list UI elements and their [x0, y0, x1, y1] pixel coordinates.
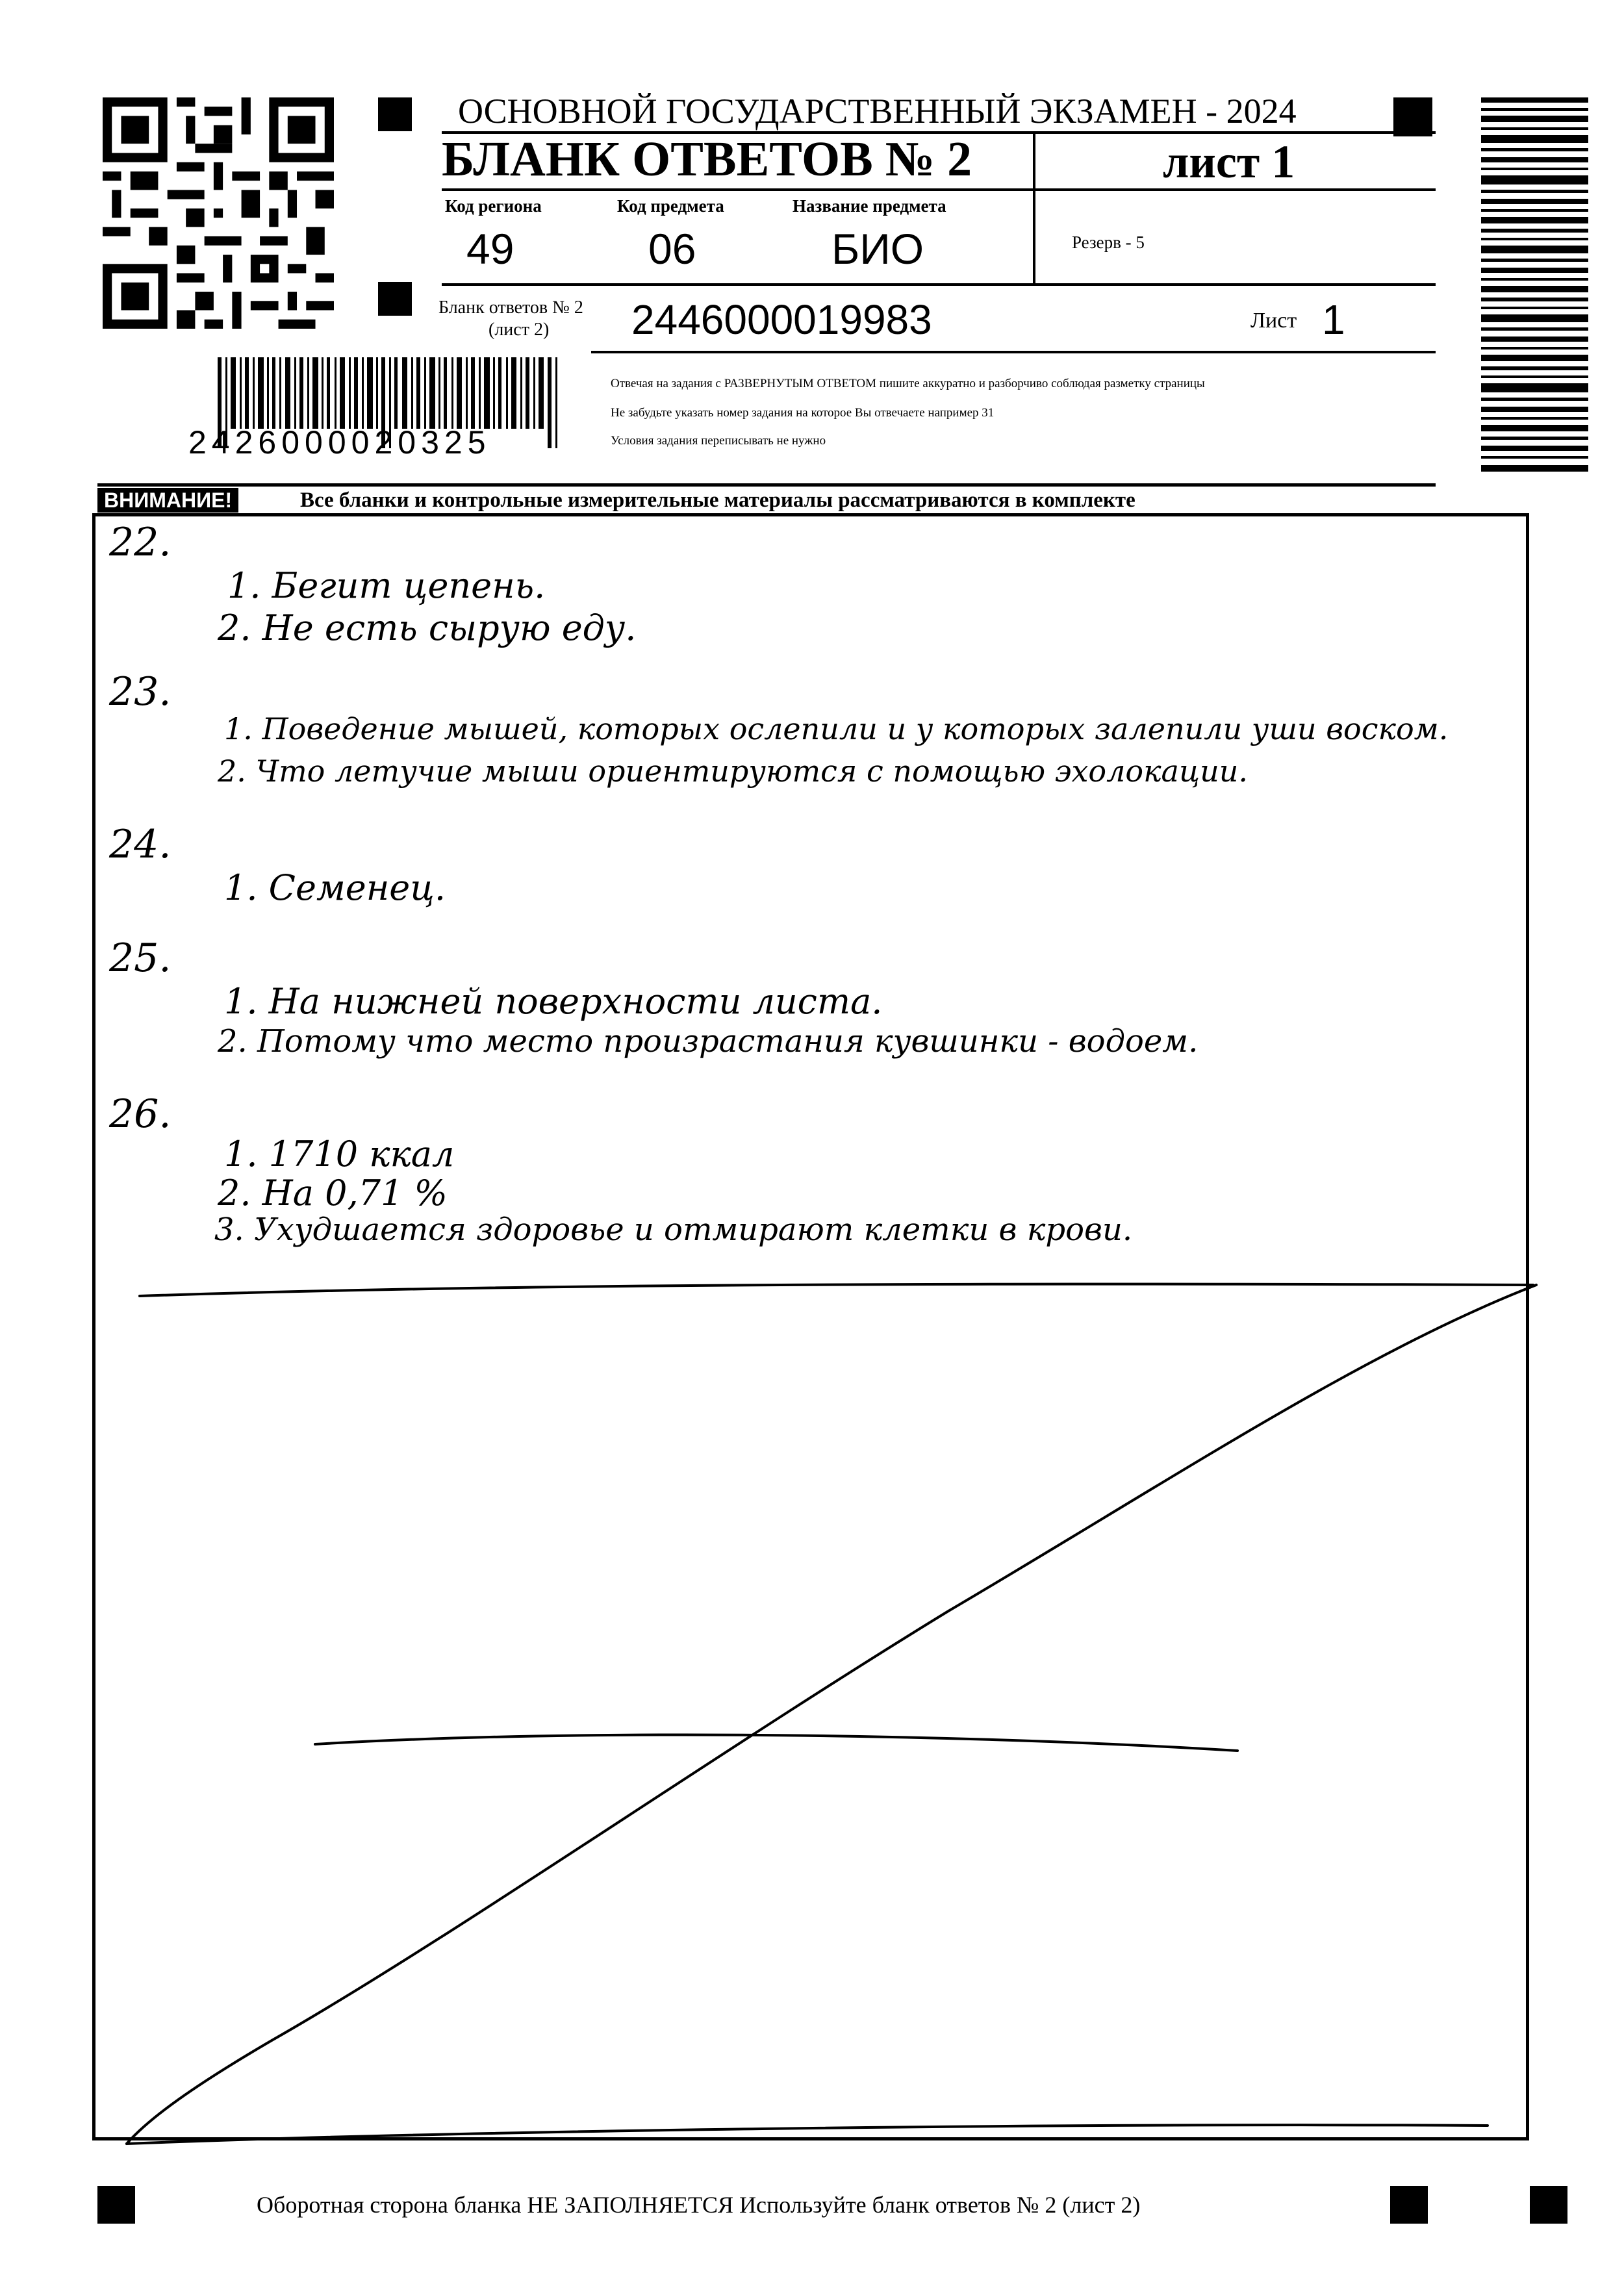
answer-number-22: 22.: [109, 520, 171, 565]
notice-text: Все бланки и контрольные измерительные материалы рассматриваются в комплекте: [300, 489, 1136, 512]
form-ref-sub: (лист 2): [488, 320, 550, 340]
instruction-3: Условия задания переписывать не нужно: [611, 434, 826, 448]
answer-26-line-3: 3. Ухудшается здоровье и отмирают клетки в крови.: [214, 1212, 1133, 1248]
sheet-label: лист 1: [1163, 136, 1295, 188]
answer-22-line-1: 1. Бегит цепень.: [227, 565, 546, 606]
region-code: 49: [466, 225, 514, 273]
instruction-2: Не забудьте указать номер задания на которое Вы отвечаете например 31: [611, 406, 995, 420]
instruction-1: Отвечая на задания с РАЗВЕРНУТЫМ ОТВЕТОМ пишите аккуратно и разборчиво соблюдая разметку страницы: [611, 377, 1205, 390]
subject-name: БИО: [831, 225, 924, 273]
reserve-label: Резерв - 5: [1072, 233, 1145, 252]
answer-26-line-2: 2. На 0,71 %: [218, 1173, 448, 1213]
answer-22-line-2: 2. Не есть сырую еду.: [218, 607, 637, 648]
answer-number-23: 23.: [109, 669, 171, 715]
form-ref-label: Бланк ответов № 2: [438, 298, 583, 318]
subject-code-label: Код предмета: [617, 196, 724, 216]
sheet-word: Лист: [1250, 309, 1297, 333]
form-title: БЛАНК ОТВЕТОВ № 2: [442, 132, 972, 186]
footer-note: Оборотная сторона бланка НЕ ЗАПОЛНЯЕТСЯ Используйте бланк ответов № 2 (лист 2): [257, 2192, 1141, 2218]
region-code-label: Код региона: [445, 196, 542, 216]
subject-code: 06: [648, 225, 696, 273]
exam-title: ОСНОВНОЙ ГОСУДАРСТВЕННЫЙ ЭКЗАМЕН - 2024: [458, 92, 1297, 131]
answer-25-line-1: 1. На нижней поверхности листа.: [224, 981, 883, 1022]
sheet-number: 1: [1322, 296, 1345, 343]
barcode-number: 2426000020325: [188, 424, 491, 461]
answer-number-25: 25.: [109, 935, 171, 981]
answer-number-26: 26.: [109, 1091, 171, 1137]
notice-badge: ВНИМАНИЕ!: [97, 488, 238, 513]
answer-23-line-2: 2. Что летучие мыши ориентируются с помощью эхолокации.: [218, 754, 1248, 789]
subject-name-label: Название предмета: [793, 196, 946, 216]
answer-26-line-1: 1. 1710 ккал: [224, 1134, 455, 1175]
answer-25-line-2: 2. Потому что место произрастания кувшинки - водоем.: [218, 1023, 1199, 1060]
answer-24-line-1: 1. Семенец.: [224, 867, 446, 908]
answer-number-24: 24.: [109, 822, 171, 867]
answer-23-line-1: 1. Поведение мышей, которых ослепили и у которых залепили уши воском.: [224, 711, 1449, 746]
form-number: 2446000019983: [631, 296, 932, 343]
